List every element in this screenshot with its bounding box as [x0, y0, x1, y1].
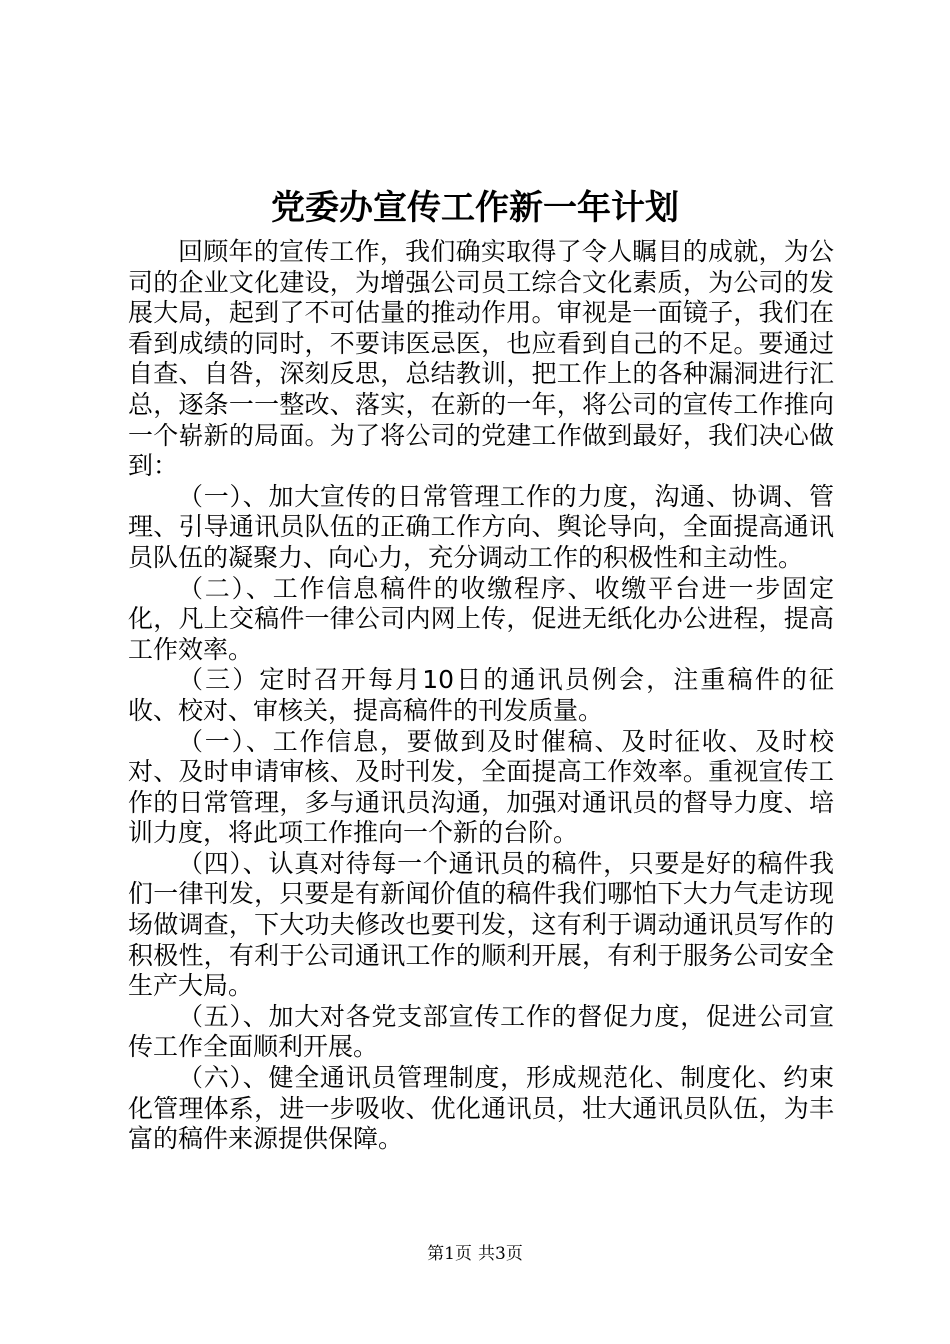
page-number: 第1页 — [427, 1244, 472, 1264]
plan-item-7: （六）、健全通讯员管理制度，形成规范化、制度化、约束化管理体系，进一步吸收、优化通讯员，壮大通讯员队伍，为丰富的稿件来源提供保障。 — [128, 1063, 834, 1154]
plan-item-1: （一）、加大宣传的日常管理工作的力度，沟通、协调、管理、引导通讯员队伍的正确工作方向、舆论导向，全面提高通讯员队伍的凝聚力、向心力，充分调动工作的积极性和主动性。 — [128, 481, 834, 572]
plan-item-4 — [128, 727, 834, 849]
plan-item-6: （五）、加大对各党支部宣传工作的督促力度，促进公司宣传工作全面顺利开展。 — [128, 1001, 834, 1062]
plan-item-2: （二）、工作信息稿件的收缴程序、收缴平台进一步固定化，凡上交稿件一律公司内网上传，促进无纸化办公进程，提高工作效率。 — [128, 573, 834, 664]
page-total: 共3页 — [478, 1244, 523, 1264]
document-title: 党委办宣传工作新一年计划 — [271, 188, 679, 228]
plan-item-5: （四）、认真对待每一个通讯员的稿件，只要是好的稿件我们一律刊发，只要是有新闻价值的稿件我们哪怕下大力气走访现场做调查，下大功夫修改也要刊发，这有利于调动通讯员写作的积极性，有利于公司通讯工作的顺利开展，有利于服务公司安全生产大局。 — [128, 848, 834, 1001]
document-body — [128, 237, 834, 1155]
plan-item-3: （三）定时召开每月10日的通讯员例会，注重稿件的征收、校对、审核关，提高稿件的刊发质量。 — [128, 665, 834, 725]
page-footer — [0, 1242, 950, 1266]
intro-paragraph: 回顾年的宣传工作，我们确实取得了令人瞩目的成就，为公司的企业文化建设，为增强公司员工综合文化素质，为公司的发展大局，起到了不可估量的推动作用。审视是一面镜子，我们在看到成绩的同时，不要讳医忌医，也应看到自己的不足。要通过自查、自咎，深刻反思，总结教训，把工作上的各种漏洞进行汇总，逐条一一整改、落实，在新的一年，将公司的宣传工作推向一个崭新的局面。为了将公司的党建工作做到最好，我们决心做到： — [128, 237, 834, 481]
plan-item-4-main: （一）、工作信息，要做到及时催稿、及时征收、及时校对、及时申请审核、及时刊发，全面提高工作效率。 — [128, 726, 834, 787]
plan-item-4-note: 重视宣传工作的日常管理，多与通讯员沟通，加强对通讯员的督导力度、培训力度，将此项工作推向一个新的台阶。 — [128, 757, 834, 848]
